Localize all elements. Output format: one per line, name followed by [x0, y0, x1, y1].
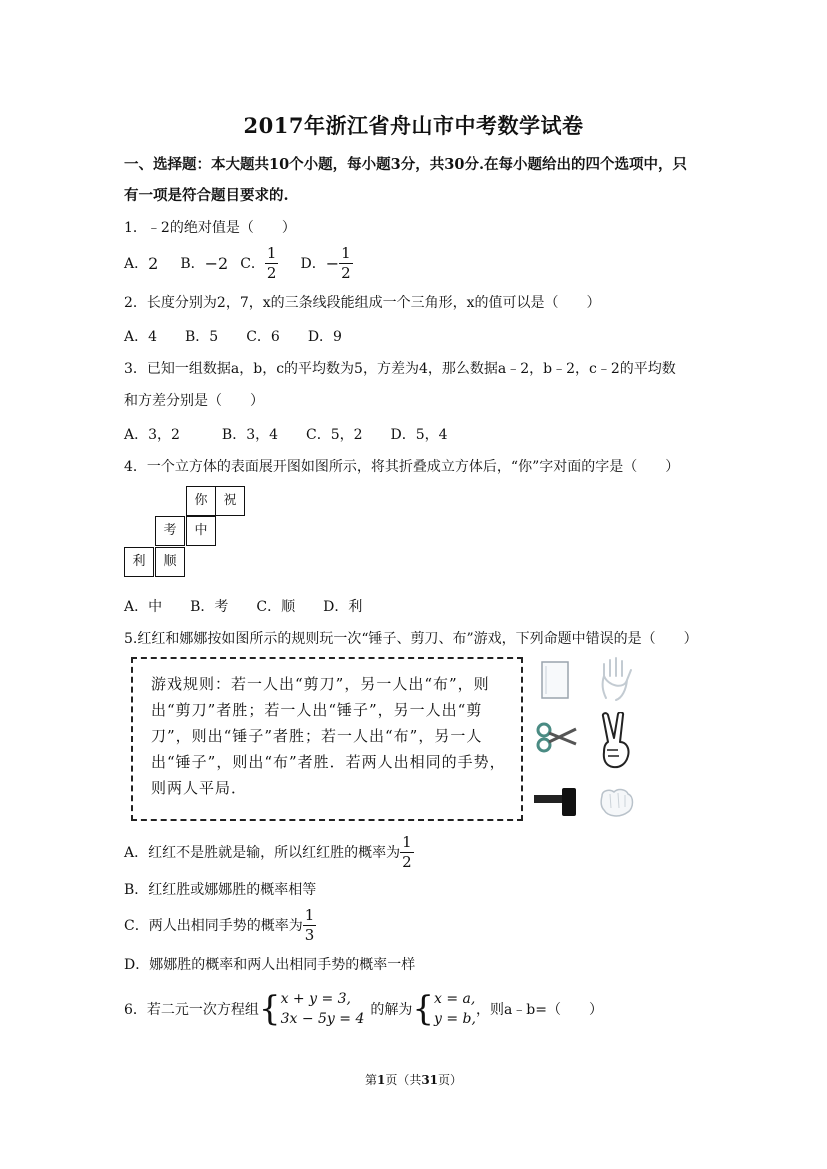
hammer-icon — [532, 786, 580, 820]
scissors-icon — [536, 720, 578, 754]
q1-option-a-label: A． — [124, 256, 149, 272]
q5-option-a-fraction: $\frac{1}{2}$ — [402, 832, 412, 871]
q6-equation-2: 3x − 5y = 4 — [280, 1011, 365, 1027]
q5-option-c-text: C．两人出相同手势的概率为 — [124, 918, 303, 934]
q5-option-d: D．娜娜胜的概率和两人出相同手势的概率一样 — [124, 957, 416, 973]
question-3-stem-line2: 和方差分别是（ ） — [124, 393, 264, 409]
question-1-options — [124, 243, 353, 283]
question-4-options: A．中 B．考 C．顺 D．利 — [124, 599, 363, 615]
game-rules-text: 游戏规则：若一人出“剪刀”，另一人出“布”，则出“剪刀”者胜；若一人出“锤子”，另一人出“剪刀”，则出“锤子”者胜；若一人出“布”，另一人出“锤子”，则出“布”者胜．若两人出相同的手势，则两人平局． — [151, 675, 506, 797]
question-2-options: A．4 B．5 C．6 D．9 — [124, 329, 342, 345]
section-heading-line2: 有一项是符合题目要求的. — [124, 187, 289, 204]
q1-option-a-value: 2 — [148, 253, 159, 273]
q1-option-c-fraction: $\frac{1}{2}$ — [266, 243, 277, 282]
footer-page-number: 1 — [376, 1073, 386, 1087]
open-hand-icon — [598, 656, 634, 702]
q5-option-a — [124, 832, 414, 872]
q5-option-c — [124, 905, 316, 945]
q6-suffix: ，则a﹣b=（ ） — [475, 1002, 603, 1018]
q6-equation-system — [281, 989, 365, 1029]
section-heading-line1: 一、选择题：本大题共10个小题，每小题3分，共30分.在每小题给出的四个选项中，只 — [124, 156, 687, 173]
q1-option-c-label: C． — [240, 256, 265, 272]
question-1-stem: 1．﹣2的绝对值是（ ） — [124, 220, 296, 236]
question-2-stem: 2．长度分别为2，7，x的三条线段能组成一个三角形，x的值可以是（ ） — [124, 295, 601, 311]
page-footer — [0, 1071, 827, 1088]
net-cell-zhong: 中 — [186, 516, 216, 546]
q1-option-d-sign: − — [325, 253, 340, 273]
net-cell-shun: 顺 — [155, 547, 185, 577]
q5-option-c-fraction: $\frac{1}{3}$ — [304, 905, 315, 944]
exam-title: 2017年浙江省舟山市中考数学试卷 — [243, 113, 584, 138]
q6-solution-system — [434, 989, 476, 1029]
q6-equation-1: x + y = 3, — [280, 991, 351, 1007]
q1-option-d-label: D． — [300, 256, 326, 272]
q6-system-brace: { — [258, 989, 281, 1029]
q5-option-b: B．红红胜或娜娜胜的概率相等 — [124, 882, 317, 898]
net-cell-zhu: 祝 — [215, 486, 245, 516]
q6-solution-brace: { — [412, 989, 434, 1029]
question-3-stem-line1: 3．已知一组数据a，b，c的平均数为5，方差为4，那么数据a﹣2，b﹣2，c﹣2的平均数 — [124, 361, 676, 377]
q1-option-b-value: −2 — [204, 253, 229, 273]
q6-middle-text: 的解为 — [370, 1002, 413, 1018]
question-3-options: A．3，2 B．3，4 C．5，2 D．5，4 — [124, 427, 448, 443]
q6-solution-1: x = a, — [434, 991, 476, 1007]
q6-prefix: 6．若二元一次方程组 — [124, 1002, 259, 1018]
footer-suffix: 页） — [438, 1073, 463, 1087]
q5-option-a-text: A．红红不是胜就是输，所以红红胜的概率为 — [124, 845, 401, 861]
fist-icon — [598, 786, 636, 820]
net-cell-li: 利 — [124, 547, 154, 577]
q1-option-b-label: B． — [180, 256, 205, 272]
net-cell-kao: 考 — [155, 516, 185, 546]
q6-solution-2: y = b, — [434, 1011, 476, 1027]
paper-sheet-icon — [538, 660, 574, 702]
question-5-stem: 5.红红和娜娜按如图所示的规则玩一次“锤子、剪刀、布”游戏，下列命题中错误的是（ ） — [124, 631, 698, 647]
question-6-stem — [124, 986, 603, 1032]
question-4-stem: 4．一个立方体的表面展开图如图所示，将其折叠成立方体后，“你”字对面的字是（ ） — [124, 459, 680, 475]
footer-mid: 页（共 — [385, 1073, 422, 1087]
game-rules-box — [131, 657, 523, 821]
net-cell-ni: 你 — [186, 486, 216, 516]
footer-total-pages: 31 — [421, 1073, 439, 1087]
q1-option-d-fraction: $\frac{1}{2}$ — [341, 243, 351, 282]
victory-hand-icon — [598, 712, 634, 770]
footer-prefix: 第 — [364, 1073, 377, 1087]
